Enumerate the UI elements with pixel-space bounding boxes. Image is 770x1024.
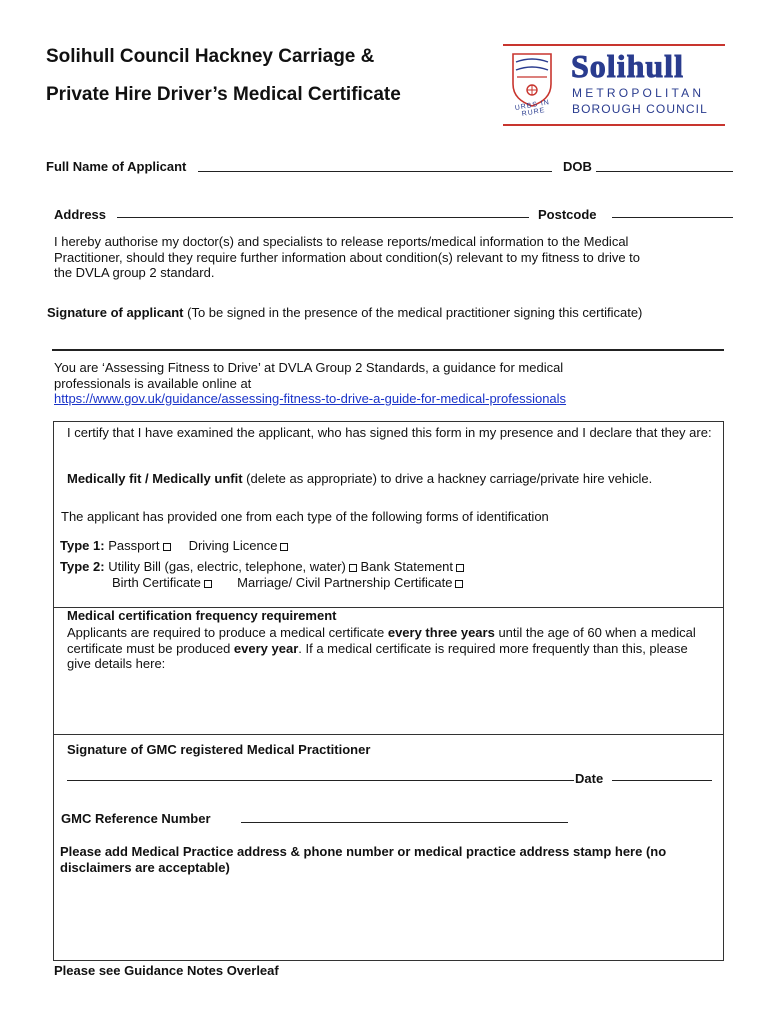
type1-row [60,538,710,554]
type2-row [60,559,710,575]
page-title-line1: Solihull Council Hackney Carriage & [46,46,375,67]
frequency-text-a: Applicants are required to produce a medical certificate [67,625,388,640]
fitness-options[interactable]: Medically fit / Medically unfit [67,471,243,486]
type1-passport-label: Passport [108,538,160,553]
frequency-bold-b: every year [233,640,299,656]
frequency-text [67,625,712,672]
practice-address-instruction: Please add Medical Practice address & phone number or medical practice address stamp here (no disclaimers are acceptable) [60,844,667,875]
type1-licence-label: Driving Licence [188,538,278,553]
authorisation-text: I hereby authorise my doctor(s) and specialists to release reports/medical information to the Medical Practitioner, should they require further information about condition(s) relevant to my fitness to drive to the DVLA group 2 standard. [54,234,641,280]
marriage-certificate-checkbox[interactable] [455,580,463,588]
type1-label: Type 1: [60,538,105,553]
date-label: Date [575,771,604,786]
guidance-link[interactable]: https://www.gov.uk/guidance/assessing-fitness-to-drive-a-guide-for-medical-professionals [54,391,567,406]
logo-line1: METROPOLITAN [572,86,705,100]
council-logo [503,44,725,126]
practitioner-signature-field[interactable] [67,780,574,781]
full-name-label: Full Name of Applicant [46,159,187,174]
type2-label: Type 2: [60,559,105,574]
practitioner-signature-label: Signature of GMC registered Medical Practitioner [67,742,371,757]
gmc-reference-label: GMC Reference Number [61,811,211,826]
full-name-field[interactable] [198,171,552,172]
type2-birth-label: Birth Certificate [112,575,201,590]
postcode-label: Postcode [538,207,597,222]
practice-address-area[interactable] [60,882,715,956]
fitness-statement [67,471,717,487]
dob-field[interactable] [596,171,733,172]
birth-certificate-checkbox[interactable] [204,580,212,588]
address-label: Address [54,207,107,222]
applicant-signature-note: (To be signed in the presence of the medical practitioner signing this certificate) [187,305,643,320]
applicant-signature-label: Signature of applicant [47,305,184,320]
date-field[interactable] [612,780,712,781]
guidance-text: You are ‘Assessing Fitness to Drive’ at DVLA Group 2 Standards, a guidance for medical professionals is available online at [54,360,564,391]
applicant-signature-row [47,305,747,321]
page-title-line2: Private Hire Driver’s Medical Certificate [46,84,401,105]
utility-bill-checkbox[interactable] [349,564,357,572]
address-field[interactable] [117,217,529,218]
driving-licence-checkbox[interactable] [280,543,288,551]
applicant-signature-line[interactable] [52,349,724,351]
type2-marriage-label: Marriage/ Civil Partnership Certificate [237,575,453,590]
logo-name: Solihull [571,48,684,84]
id-text: The applicant has provided one from each type of the following forms of identification [61,509,549,524]
gmc-reference-field[interactable] [241,822,568,823]
certify-text: I certify that I have examined the applicant, who has signed this form in my presence and I declare that they are: [67,425,712,440]
logo-motto: URBS IN RURE [514,99,551,118]
frequency-details-area[interactable] [60,676,715,730]
passport-checkbox[interactable] [163,543,171,551]
type2-utility-label: Utility Bill (gas, electric, telephone, water) [108,559,346,574]
frequency-heading: Medical certification frequency requirement [67,608,337,623]
frequency-text-b: until the age of 60 when a medical certificate must be produced [67,625,696,656]
type2-bank-label: Bank Statement [360,559,454,574]
logo-line2: BOROUGH COUNCIL [572,102,708,116]
type2-row2 [112,575,712,591]
fitness-statement-rest: (delete as appropriate) to drive a hackney carriage/private hire vehicle. [242,471,653,486]
footer-note: Please see Guidance Notes Overleaf [54,963,279,978]
bank-statement-checkbox[interactable] [456,564,464,572]
frequency-bold-a: every three years [387,625,495,640]
postcode-field[interactable] [612,217,733,218]
dob-label: DOB [563,159,592,174]
frequency-text-c: . If a medical certificate is required more frequently than this, please give details here: [67,640,688,671]
